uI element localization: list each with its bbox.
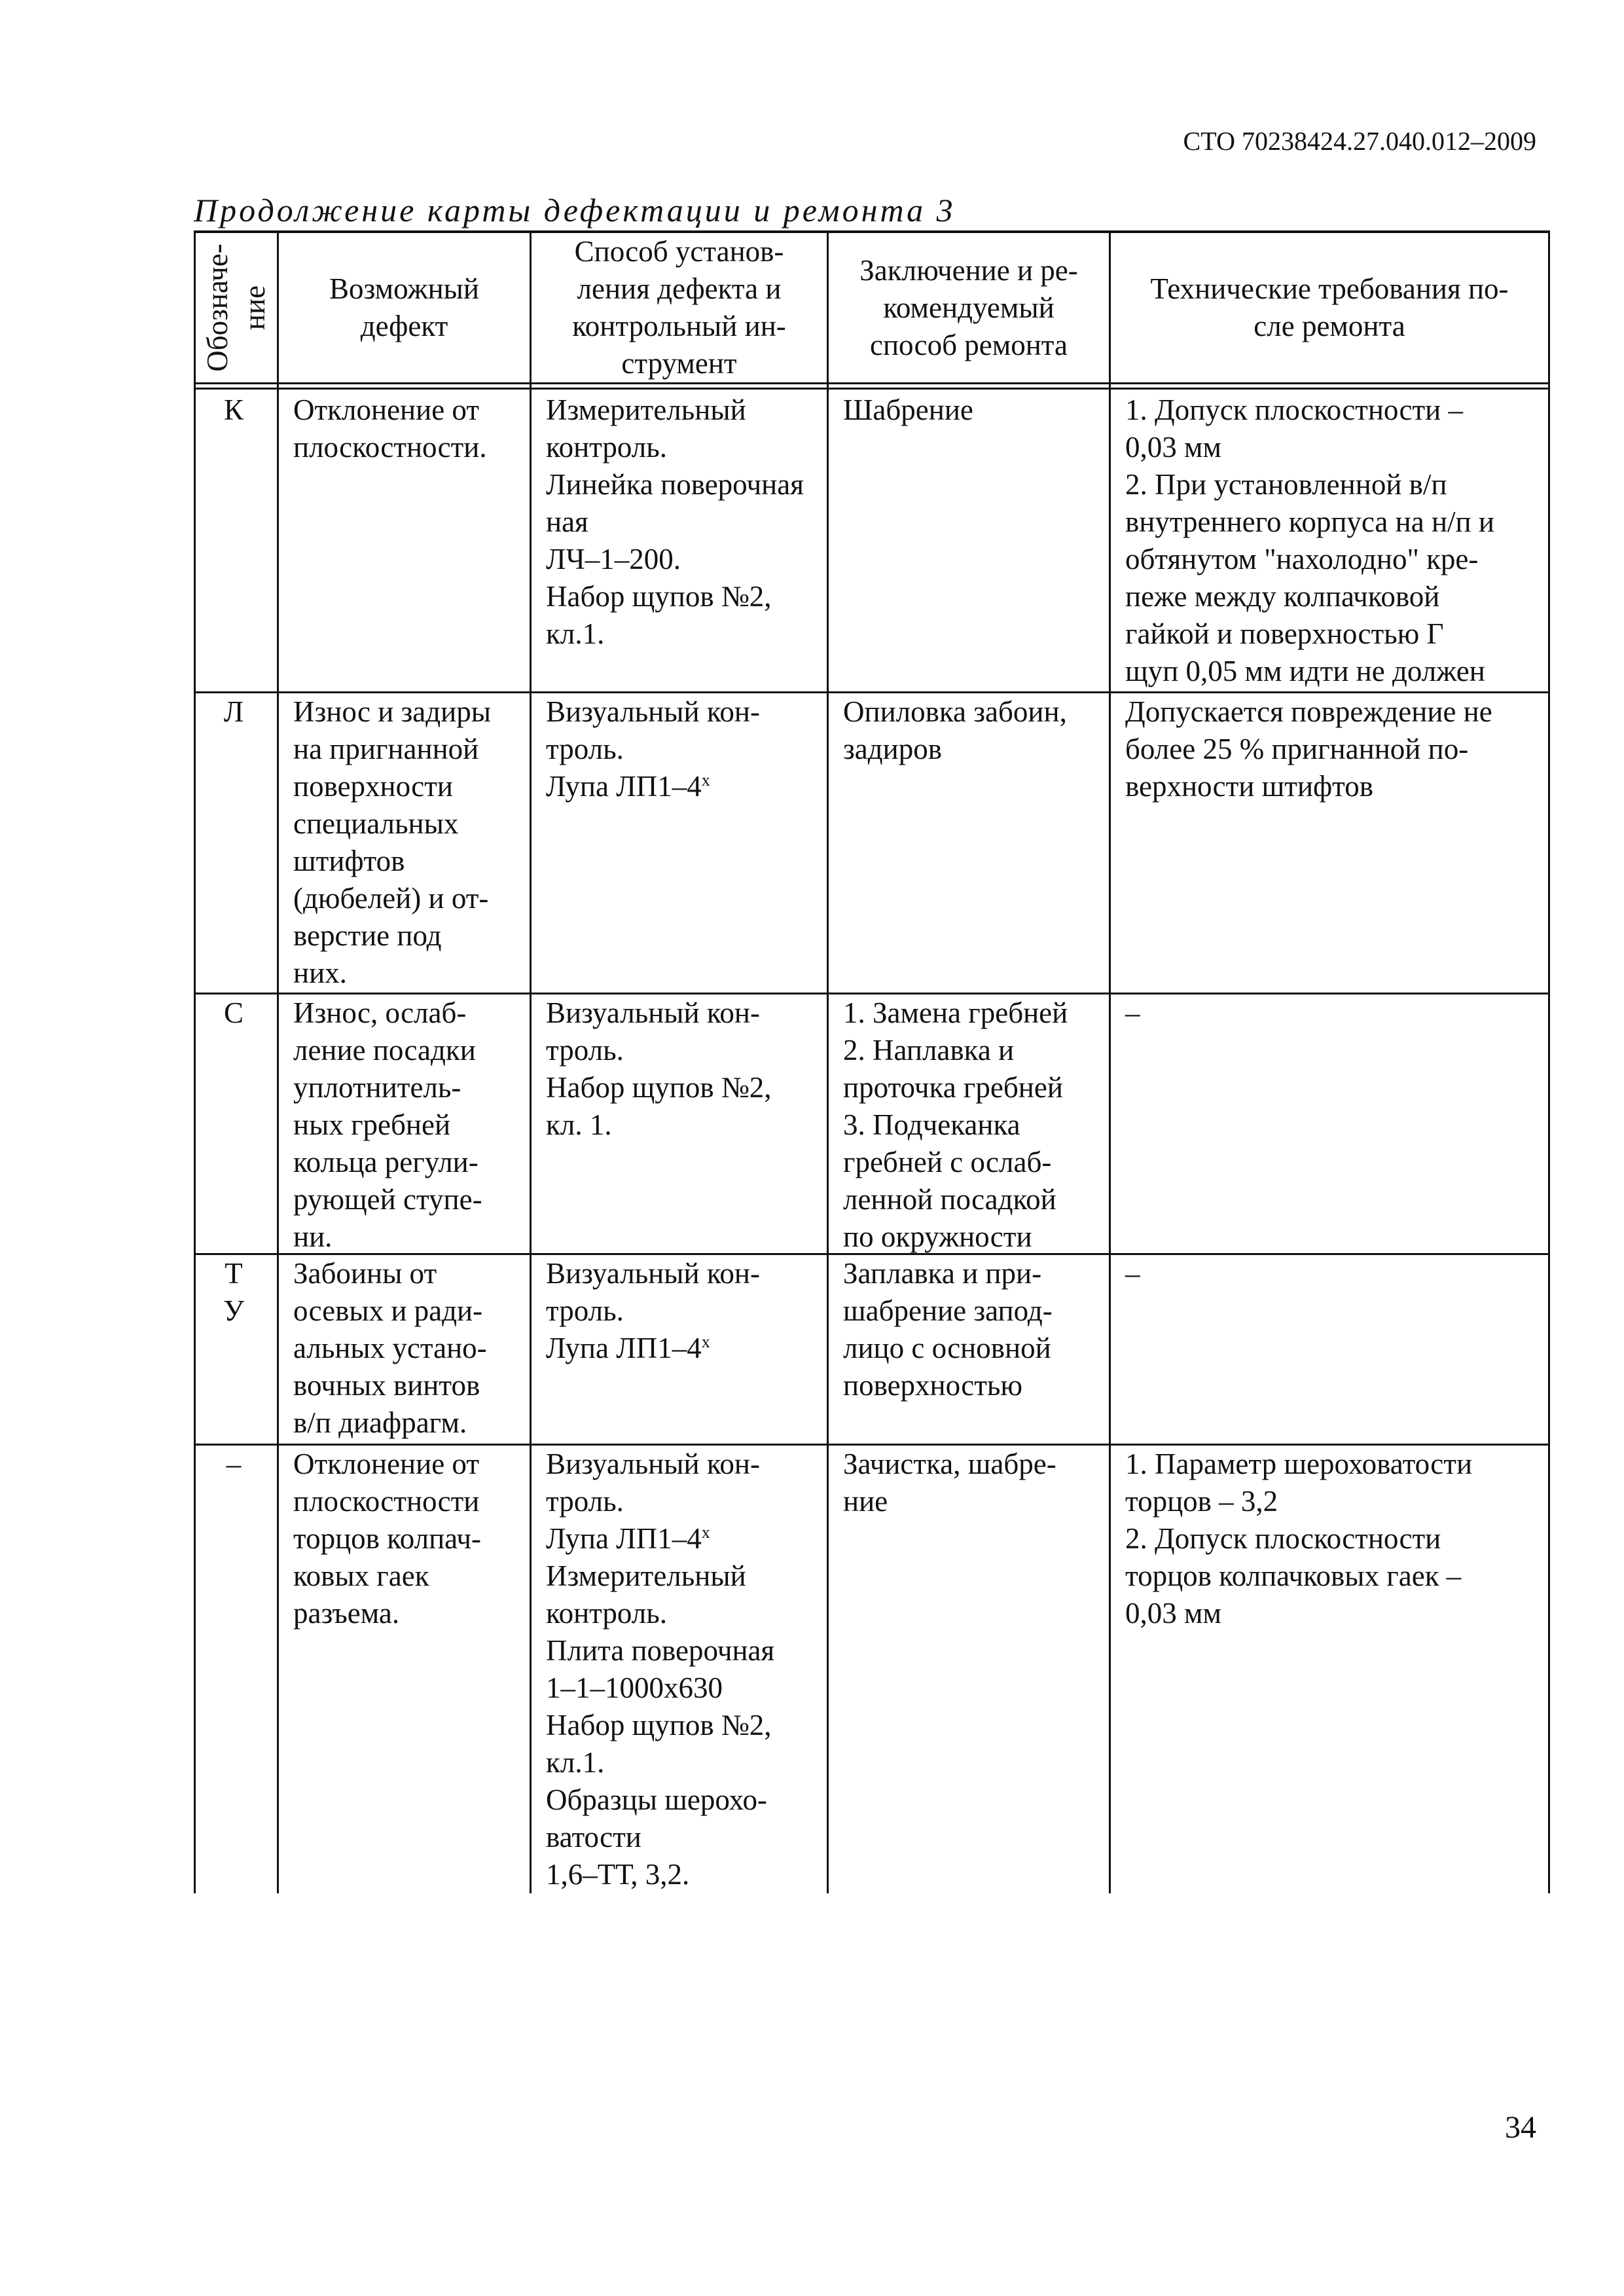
- cell-designation: К: [223, 393, 244, 426]
- cell-requirements: –: [1125, 996, 1140, 1029]
- cell-method: [532, 1446, 827, 1893]
- cell-designation: Л: [223, 695, 244, 728]
- cell-method: [532, 1255, 827, 1444]
- cell-conclusion: Заплавка и при- шабрение запод- лицо с основной поверхностью: [843, 1257, 1053, 1402]
- cell-method: Визуальный кон- троль. Набор щупов №2, кл. 1.: [546, 996, 772, 1141]
- header-designation-text: Обозначе- ние: [201, 244, 271, 372]
- cell-designation: –: [226, 1448, 242, 1480]
- header-divider: [194, 382, 1550, 384]
- cell-requirements: 1. Параметр шероховатости торцов – 3,2 2. Допуск плоскостности торцов колпачковых гаек – 0,03 мм: [1125, 1448, 1473, 1630]
- cell-conclusion: Шабрение: [843, 393, 973, 426]
- cell-defect: Износ, ослаб- ление посадки уплотнитель- ных гребней кольца регули- рующей ступе- ни.: [293, 996, 482, 1253]
- magnification-superscript: х: [701, 1332, 710, 1351]
- header-conclusion: Заключение и ре- комендуемый способ ремонта: [859, 253, 1078, 361]
- cell-defect: Отклонение от плоскостности.: [293, 393, 487, 464]
- document-code: СТО 70238424.27.040.012–2009: [1183, 126, 1536, 156]
- cell-conclusion: Опиловка забоин, задиров: [843, 695, 1067, 765]
- magnification-superscript: х: [701, 771, 710, 790]
- cell-designation: Т У: [223, 1257, 244, 1327]
- method-text: Визуальный кон- троль. Лупа ЛП1–4: [546, 1448, 760, 1555]
- cell-defect: Износ и задиры на пригнанной поверхности специальных штифтов (дюбелей) и от- верстие под них.: [293, 695, 491, 989]
- cell-method: Измерительный контроль. Линейка поверочная ная ЛЧ–1–200. Набор щупов №2, кл.1.: [546, 393, 804, 650]
- cell-method: [532, 693, 827, 993]
- header-designation: [196, 233, 277, 382]
- header-divider-double: [194, 388, 1550, 390]
- header-requirements: Технические требования по- сле ремонта: [1150, 272, 1509, 342]
- cell-defect: Отклонение от плоскостности торцов колпач- ковых гаек разъема.: [293, 1448, 481, 1630]
- column-divider: [1548, 230, 1550, 1893]
- page-number: 34: [1505, 2110, 1536, 2145]
- cell-requirements: –: [1125, 1257, 1140, 1290]
- method-text-continued: Измерительный контроль. Плита поверочная 1–1–1000х630 Набор щупов №2, кл.1. Образцы шерохо- ватости 1,6–ТТ, 3,2.: [546, 1559, 775, 1891]
- cell-conclusion: 1. Замена гребней 2. Наплавка и проточка гребней 3. Подчеканка гребней с ослаб- ленной посадкой по окружности: [843, 996, 1068, 1253]
- cell-conclusion: Зачистка, шабре- ние: [843, 1448, 1056, 1518]
- method-text: Визуальный кон- троль. Лупа ЛП1–4: [546, 695, 760, 803]
- header-method: Способ установ- ления дефекта и контрольный ин- струмент: [572, 235, 786, 380]
- cell-defect: Забоины от осевых и ради- альных устано- вочных винтов в/п диафрагм.: [293, 1257, 487, 1439]
- cell-requirements: 1. Допуск плоскостности – 0,03 мм 2. При установленной в/п внутреннего корпуса на н/п и обтянутом "нахолодно" кре- пеже между колпачковой гайкой и поверхностью Г щуп 0,05 мм идти не должен: [1125, 393, 1494, 687]
- header-defect: Возможный дефект: [329, 272, 479, 342]
- table-caption: Продолжение карты дефектации и ремонта 3: [194, 192, 956, 228]
- cell-requirements: Допускается повреждение не более 25 % пригнанной по- верхности штифтов: [1125, 695, 1492, 803]
- cell-designation: С: [223, 996, 244, 1029]
- defect-repair-table: [194, 230, 1550, 1893]
- magnification-superscript: х: [701, 1523, 710, 1542]
- method-text: Визуальный кон- троль. Лупа ЛП1–4: [546, 1257, 760, 1364]
